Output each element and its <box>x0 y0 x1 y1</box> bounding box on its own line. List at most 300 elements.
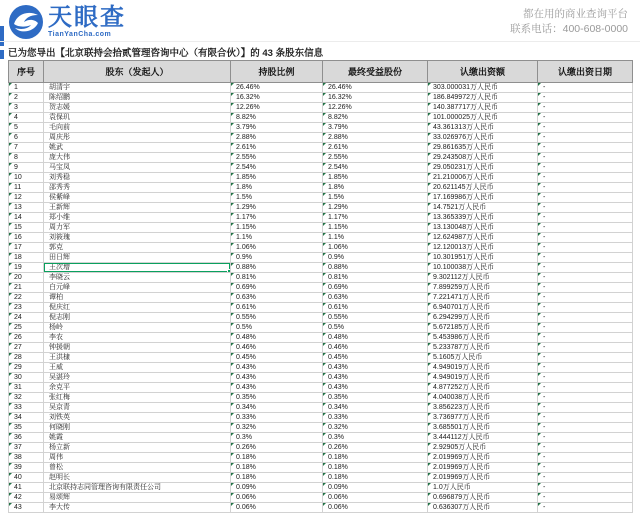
cell-index[interactable]: 24 <box>9 313 44 323</box>
selected-cell[interactable]: 王次增 <box>44 263 231 273</box>
cell-index[interactable]: 31 <box>9 383 44 393</box>
cell-ratio[interactable]: 0.5% <box>231 323 323 333</box>
text-format-indicator-icon <box>538 413 541 416</box>
cell-ratio[interactable]: 0.09% <box>231 483 323 493</box>
cell-subscribed-date[interactable]: - <box>538 213 633 223</box>
cell-subscribed-capital[interactable]: 13.365339万人民币 <box>428 213 538 223</box>
cell-shareholder[interactable]: 王新辉 <box>44 203 231 213</box>
cell-shareholder[interactable]: 北京联持志同管理咨询有限责任公司 <box>44 483 231 493</box>
cell-beneficial-share[interactable]: 0.06% <box>323 503 428 513</box>
cell-subscribed-date[interactable]: - <box>538 383 633 393</box>
cell-ratio[interactable]: 2.61% <box>231 143 323 153</box>
text-format-indicator-icon <box>323 103 326 106</box>
cell-subscribed-date[interactable]: - <box>538 473 633 483</box>
text-format-indicator-icon <box>323 393 326 396</box>
cell-ratio[interactable]: 0.9% <box>231 253 323 263</box>
text-format-indicator-icon <box>428 253 431 256</box>
cell-index[interactable]: 15 <box>9 223 44 233</box>
cell-beneficial-share[interactable]: 0.45% <box>323 353 428 363</box>
text-format-indicator-icon <box>9 323 12 326</box>
cell-ratio[interactable]: 0.33% <box>231 413 323 423</box>
cell-beneficial-share[interactable]: 0.43% <box>323 373 428 383</box>
cell-subscribed-date[interactable]: - <box>538 463 633 473</box>
cell-subscribed-capital[interactable]: 5.1605万人民币 <box>428 353 538 363</box>
cell-beneficial-share[interactable]: 0.33% <box>323 413 428 423</box>
cell-subscribed-date[interactable]: - <box>538 313 633 323</box>
cell-ratio[interactable]: 0.48% <box>231 333 323 343</box>
cell-subscribed-date[interactable]: - <box>538 143 633 153</box>
text-format-indicator-icon <box>231 433 234 436</box>
cell-index[interactable]: 14 <box>9 213 44 223</box>
cell-shareholder[interactable]: 吴湛玲 <box>44 373 231 383</box>
cell-index[interactable]: 30 <box>9 373 44 383</box>
cell-index[interactable]: 20 <box>9 273 44 283</box>
cell-subscribed-date[interactable]: - <box>538 493 633 503</box>
cell-ratio[interactable]: 2.54% <box>231 163 323 173</box>
cell-subscribed-capital[interactable]: 186.849972万人民币 <box>428 93 538 103</box>
cell-beneficial-share[interactable]: 0.26% <box>323 443 428 453</box>
cell-subscribed-capital[interactable]: 5.453986万人民币 <box>428 333 538 343</box>
cell-beneficial-share[interactable]: 2.88% <box>323 133 428 143</box>
cell-subscribed-capital[interactable]: 4.040038万人民币 <box>428 393 538 403</box>
text-format-indicator-icon <box>9 483 12 486</box>
cell-subscribed-capital[interactable]: 6.940701万人民币 <box>428 303 538 313</box>
cell-subscribed-capital[interactable]: 303.000031万人民币 <box>428 83 538 93</box>
cell-subscribed-date[interactable]: - <box>538 113 633 123</box>
cell-index[interactable]: 11 <box>9 183 44 193</box>
cell-ratio[interactable]: 0.3% <box>231 433 323 443</box>
cell-beneficial-share[interactable]: 0.18% <box>323 453 428 463</box>
cell-ratio[interactable]: 0.18% <box>231 453 323 463</box>
cell-subscribed-capital[interactable]: 21.210006万人民币 <box>428 173 538 183</box>
cell-subscribed-capital[interactable]: 43.361313万人民币 <box>428 123 538 133</box>
cell-beneficial-share[interactable]: 0.46% <box>323 343 428 353</box>
cell-subscribed-date[interactable]: - <box>538 93 633 103</box>
cell-index[interactable]: 37 <box>9 443 44 453</box>
cell-shareholder[interactable]: 李农 <box>44 333 231 343</box>
cell-index[interactable]: 21 <box>9 283 44 293</box>
cell-subscribed-date[interactable]: - <box>538 223 633 233</box>
cell-index[interactable]: 10 <box>9 173 44 183</box>
cell-beneficial-share[interactable]: 0.63% <box>323 293 428 303</box>
cell-subscribed-date[interactable]: - <box>538 353 633 363</box>
cell-subscribed-date[interactable]: - <box>538 163 633 173</box>
cell-subscribed-capital[interactable]: 29.050231万人民币 <box>428 163 538 173</box>
cell-subscribed-capital[interactable]: 29.243508万人民币 <box>428 153 538 163</box>
cell-ratio[interactable]: 1.29% <box>231 203 323 213</box>
cell-shareholder[interactable]: 周伟 <box>44 453 231 463</box>
cell-index[interactable]: 17 <box>9 243 44 253</box>
cell-beneficial-share[interactable]: 26.46% <box>323 83 428 93</box>
cell-subscribed-date[interactable]: - <box>538 393 633 403</box>
cell-ratio[interactable]: 8.82% <box>231 113 323 123</box>
cell-shareholder[interactable]: 刘铁英 <box>44 413 231 423</box>
cell-shareholder[interactable]: 马宝凤 <box>44 163 231 173</box>
cell-subscribed-capital[interactable]: 14.7521万人民币 <box>428 203 538 213</box>
cell-beneficial-share[interactable]: 0.35% <box>323 393 428 403</box>
text-format-indicator-icon <box>538 503 541 506</box>
cell-subscribed-capital[interactable]: 13.130048万人民币 <box>428 223 538 233</box>
cell-shareholder[interactable]: 曾松 <box>44 463 231 473</box>
table-row <box>9 183 633 193</box>
cell-beneficial-share[interactable]: 0.18% <box>323 463 428 473</box>
cell-beneficial-share[interactable]: 0.5% <box>323 323 428 333</box>
cell-subscribed-date[interactable]: - <box>538 363 633 373</box>
cell-subscribed-capital[interactable]: 10.100038万人民币 <box>428 263 538 273</box>
column-header-subscribed-capital: 认缴出资额 <box>428 61 538 83</box>
cell-beneficial-share[interactable]: 0.43% <box>323 363 428 373</box>
cell-beneficial-share[interactable]: 1.85% <box>323 173 428 183</box>
table-row <box>9 503 633 513</box>
cell-shareholder[interactable]: 何晓刚 <box>44 423 231 433</box>
table-row <box>9 343 633 353</box>
text-format-indicator-icon <box>323 503 326 506</box>
cell-ratio[interactable]: 0.18% <box>231 463 323 473</box>
cell-shareholder[interactable]: 田日辉 <box>44 253 231 263</box>
cell-index[interactable]: 1 <box>9 83 44 93</box>
cell-beneficial-share[interactable]: 1.8% <box>323 183 428 193</box>
cell-subscribed-date[interactable]: - <box>538 373 633 383</box>
cell-index[interactable]: 4 <box>9 113 44 123</box>
cell-subscribed-capital[interactable]: 7.221471万人民币 <box>428 293 538 303</box>
cell-ratio[interactable]: 0.06% <box>231 503 323 513</box>
cell-ratio[interactable]: 1.1% <box>231 233 323 243</box>
cell-beneficial-share[interactable]: 1.15% <box>323 223 428 233</box>
cell-ratio[interactable]: 1.15% <box>231 223 323 233</box>
cell-subscribed-date[interactable]: - <box>538 483 633 493</box>
cell-ratio[interactable]: 0.69% <box>231 283 323 293</box>
cell-subscribed-capital[interactable]: 6.294299万人民币 <box>428 313 538 323</box>
cell-shareholder[interactable]: 赵明长 <box>44 473 231 483</box>
cell-beneficial-share[interactable]: 0.32% <box>323 423 428 433</box>
cell-shareholder[interactable]: 周庆彤 <box>44 133 231 143</box>
cell-subscribed-capital[interactable]: 3.856223万人民币 <box>428 403 538 413</box>
cell-index[interactable]: 41 <box>9 483 44 493</box>
cell-ratio[interactable]: 0.63% <box>231 293 323 303</box>
cell-subscribed-date[interactable]: - <box>538 103 633 113</box>
cell-subscribed-capital[interactable]: 5.233787万人民币 <box>428 343 538 353</box>
cell-subscribed-date[interactable]: - <box>538 273 633 283</box>
text-format-indicator-icon <box>538 143 541 146</box>
table-row <box>9 453 633 463</box>
cell-beneficial-share[interactable]: 1.1% <box>323 233 428 243</box>
cell-ratio[interactable]: 1.5% <box>231 193 323 203</box>
text-format-indicator-icon <box>323 343 326 346</box>
shareholder-table-body <box>9 83 633 513</box>
cell-index[interactable]: 2 <box>9 93 44 103</box>
cell-shareholder[interactable]: 李晓云 <box>44 273 231 283</box>
cell-subscribed-capital[interactable]: 3.685501万人民币 <box>428 423 538 433</box>
cell-shareholder[interactable]: 倪庆红 <box>44 303 231 313</box>
text-format-indicator-icon <box>323 283 326 286</box>
text-format-indicator-icon <box>9 193 12 196</box>
cell-shareholder[interactable]: 余克平 <box>44 383 231 393</box>
cell-subscribed-date[interactable]: - <box>538 133 633 143</box>
cell-subscribed-capital[interactable]: 3.444112万人民币 <box>428 433 538 443</box>
cell-index[interactable]: 13 <box>9 203 44 213</box>
cell-subscribed-date[interactable]: - <box>538 343 633 353</box>
cell-subscribed-capital[interactable]: 1.0万人民币 <box>428 483 538 493</box>
cell-beneficial-share[interactable]: 16.32% <box>323 93 428 103</box>
cell-ratio[interactable]: 12.26% <box>231 103 323 113</box>
cell-subscribed-capital[interactable]: 4.949019万人民币 <box>428 363 538 373</box>
cell-subscribed-date[interactable]: - <box>538 503 633 513</box>
cell-ratio[interactable]: 0.46% <box>231 343 323 353</box>
cell-index[interactable]: 36 <box>9 433 44 443</box>
cell-subscribed-date[interactable]: - <box>538 323 633 333</box>
cell-beneficial-share[interactable]: 2.55% <box>323 153 428 163</box>
cell-subscribed-capital[interactable]: 5.672185万人民币 <box>428 323 538 333</box>
cell-subscribed-capital[interactable]: 2.92905万人民币 <box>428 443 538 453</box>
cell-index[interactable]: 3 <box>9 103 44 113</box>
cell-shareholder[interactable]: 姚武 <box>44 143 231 153</box>
cell-subscribed-date[interactable]: - <box>538 283 633 293</box>
cell-subscribed-date[interactable]: - <box>538 293 633 303</box>
cell-ratio[interactable]: 0.43% <box>231 363 323 373</box>
text-format-indicator-icon <box>538 293 541 296</box>
cell-subscribed-date[interactable]: - <box>538 403 633 413</box>
cell-index[interactable]: 28 <box>9 353 44 363</box>
column-header-ratio: 持股比例 <box>231 61 323 83</box>
text-format-indicator-icon <box>538 333 541 336</box>
cell-index[interactable]: 34 <box>9 413 44 423</box>
cell-beneficial-share[interactable]: 0.81% <box>323 273 428 283</box>
cell-subscribed-capital[interactable]: 12.624987万人民币 <box>428 233 538 243</box>
cell-index[interactable]: 32 <box>9 393 44 403</box>
cell-ratio[interactable]: 0.55% <box>231 313 323 323</box>
cell-subscribed-date[interactable]: - <box>538 263 633 273</box>
cell-ratio[interactable]: 0.18% <box>231 473 323 483</box>
cell-shareholder[interactable]: 吴京青 <box>44 403 231 413</box>
cell-beneficial-share[interactable]: 0.09% <box>323 483 428 493</box>
cell-subscribed-capital[interactable]: 4.877252万人民币 <box>428 383 538 393</box>
table-row <box>9 363 633 373</box>
cell-beneficial-share[interactable]: 1.5% <box>323 193 428 203</box>
cell-subscribed-capital[interactable]: 12.120013万人民币 <box>428 243 538 253</box>
cell-ratio[interactable]: 0.43% <box>231 383 323 393</box>
cell-index[interactable]: 43 <box>9 503 44 513</box>
cell-index[interactable]: 5 <box>9 123 44 133</box>
text-format-indicator-icon <box>428 183 431 186</box>
cell-shareholder[interactable]: 胡清宇 <box>44 83 231 93</box>
text-format-indicator-icon <box>428 303 431 306</box>
cell-shareholder[interactable]: 白元峰 <box>44 283 231 293</box>
cell-subscribed-capital[interactable]: 0.696879万人民币 <box>428 493 538 503</box>
cell-beneficial-share[interactable]: 1.06% <box>323 243 428 253</box>
cell-index[interactable]: 16 <box>9 233 44 243</box>
cell-beneficial-share[interactable]: 8.82% <box>323 113 428 123</box>
cell-beneficial-share[interactable]: 0.69% <box>323 283 428 293</box>
cell-shareholder[interactable]: 陈绍鹏 <box>44 93 231 103</box>
cell-subscribed-date[interactable]: - <box>538 253 633 263</box>
column-header-subscribed-date: 认缴出资日期 <box>538 61 633 83</box>
cell-beneficial-share[interactable]: 0.18% <box>323 473 428 483</box>
text-format-indicator-icon <box>323 203 326 206</box>
cell-ratio[interactable]: 2.88% <box>231 133 323 143</box>
cell-beneficial-share[interactable]: 1.29% <box>323 203 428 213</box>
cell-index[interactable]: 9 <box>9 163 44 173</box>
cell-ratio[interactable]: 1.17% <box>231 213 323 223</box>
text-format-indicator-icon <box>538 313 541 316</box>
cell-subscribed-capital[interactable]: 101.000025万人民币 <box>428 113 538 123</box>
cell-subscribed-date[interactable]: - <box>538 173 633 183</box>
text-format-indicator-icon <box>428 173 431 176</box>
cell-ratio[interactable]: 0.26% <box>231 443 323 453</box>
cell-shareholder[interactable]: 郑小维 <box>44 213 231 223</box>
cell-subscribed-date[interactable]: - <box>538 83 633 93</box>
text-format-indicator-icon <box>323 273 326 276</box>
cell-beneficial-share[interactable]: 0.06% <box>323 493 428 503</box>
cell-subscribed-date[interactable]: - <box>538 433 633 443</box>
cell-subscribed-date[interactable]: - <box>538 123 633 133</box>
cell-ratio[interactable]: 2.55% <box>231 153 323 163</box>
text-format-indicator-icon <box>538 273 541 276</box>
cell-index[interactable]: 26 <box>9 333 44 343</box>
cell-beneficial-share[interactable]: 0.9% <box>323 253 428 263</box>
cell-index[interactable]: 38 <box>9 453 44 463</box>
cell-ratio[interactable]: 3.79% <box>231 123 323 133</box>
text-format-indicator-icon <box>428 243 431 246</box>
cell-index[interactable]: 25 <box>9 323 44 333</box>
cell-subscribed-date[interactable]: - <box>538 413 633 423</box>
cell-beneficial-share[interactable]: 2.61% <box>323 143 428 153</box>
cell-beneficial-share[interactable]: 3.79% <box>323 123 428 133</box>
cell-subscribed-capital[interactable]: 2.019969万人民币 <box>428 463 538 473</box>
cell-beneficial-share[interactable]: 0.88% <box>323 263 428 273</box>
cell-index[interactable]: 27 <box>9 343 44 353</box>
cell-shareholder[interactable]: 贺志媛 <box>44 103 231 113</box>
cell-subscribed-capital[interactable]: 33.026976万人民币 <box>428 133 538 143</box>
cell-subscribed-date[interactable]: - <box>538 193 633 203</box>
text-format-indicator-icon <box>428 273 431 276</box>
text-format-indicator-icon <box>231 253 234 256</box>
cell-shareholder[interactable]: 庞大伟 <box>44 153 231 163</box>
cell-index[interactable]: 29 <box>9 363 44 373</box>
cell-subscribed-capital[interactable]: 140.387717万人民币 <box>428 103 538 113</box>
cell-index[interactable]: 6 <box>9 133 44 143</box>
cell-ratio[interactable]: 0.34% <box>231 403 323 413</box>
cell-subscribed-date[interactable]: - <box>538 333 633 343</box>
cell-ratio[interactable]: 26.46% <box>231 83 323 93</box>
cell-ratio[interactable]: 0.32% <box>231 423 323 433</box>
cell-ratio[interactable]: 0.81% <box>231 273 323 283</box>
cell-subscribed-capital[interactable]: 2.019969万人民币 <box>428 473 538 483</box>
cell-ratio[interactable]: 0.88% <box>231 263 323 273</box>
cell-subscribed-date[interactable]: - <box>538 453 633 463</box>
cell-shareholder[interactable]: 周力军 <box>44 223 231 233</box>
cell-ratio[interactable]: 16.32% <box>231 93 323 103</box>
cell-ratio[interactable]: 0.35% <box>231 393 323 403</box>
cell-shareholder[interactable]: 袁保玑 <box>44 113 231 123</box>
text-format-indicator-icon <box>9 363 12 366</box>
cell-shareholder[interactable]: 刘秀稳 <box>44 173 231 183</box>
cell-shareholder[interactable]: 姚霞 <box>44 433 231 443</box>
cell-ratio[interactable]: 0.61% <box>231 303 323 313</box>
text-format-indicator-icon <box>428 133 431 136</box>
cell-beneficial-share[interactable]: 0.61% <box>323 303 428 313</box>
cell-subscribed-date[interactable]: - <box>538 303 633 313</box>
text-format-indicator-icon <box>9 243 12 246</box>
cell-beneficial-share[interactable]: 0.3% <box>323 433 428 443</box>
cell-index[interactable]: 22 <box>9 293 44 303</box>
cell-shareholder[interactable]: 倪志刚 <box>44 313 231 323</box>
cell-beneficial-share[interactable]: 0.43% <box>323 383 428 393</box>
text-format-indicator-icon <box>231 393 234 396</box>
cell-shareholder[interactable]: 易颂辉 <box>44 493 231 503</box>
cell-subscribed-date[interactable]: - <box>538 183 633 193</box>
cell-beneficial-share[interactable]: 2.54% <box>323 163 428 173</box>
cell-subscribed-date[interactable]: - <box>538 153 633 163</box>
cell-beneficial-share[interactable]: 0.48% <box>323 333 428 343</box>
cell-beneficial-share[interactable]: 1.17% <box>323 213 428 223</box>
cell-subscribed-capital[interactable]: 7.899259万人民币 <box>428 283 538 293</box>
cell-subscribed-date[interactable]: - <box>538 423 633 433</box>
cell-ratio[interactable]: 0.06% <box>231 493 323 503</box>
cell-subscribed-capital[interactable]: 29.861635万人民币 <box>428 143 538 153</box>
cell-shareholder[interactable]: 毛向前 <box>44 123 231 133</box>
cell-ratio[interactable]: 0.45% <box>231 353 323 363</box>
cell-index[interactable]: 23 <box>9 303 44 313</box>
cell-subscribed-capital[interactable]: 17.169986万人民币 <box>428 193 538 203</box>
cell-index[interactable]: 33 <box>9 403 44 413</box>
cell-shareholder[interactable]: 李大传 <box>44 503 231 513</box>
cell-shareholder[interactable]: 钟援朝 <box>44 343 231 353</box>
cell-index[interactable]: 7 <box>9 143 44 153</box>
text-format-indicator-icon <box>323 463 326 466</box>
cell-shareholder[interactable]: 杨岭 <box>44 323 231 333</box>
cell-shareholder[interactable]: 王威 <box>44 363 231 373</box>
cell-shareholder[interactable]: 杨立新 <box>44 443 231 453</box>
text-format-indicator-icon <box>538 433 541 436</box>
cell-subscribed-capital[interactable]: 20.621145万人民币 <box>428 183 538 193</box>
cell-shareholder[interactable]: 张红梅 <box>44 393 231 403</box>
table-row <box>9 313 633 323</box>
cell-ratio[interactable]: 1.06% <box>231 243 323 253</box>
cell-index[interactable]: 19 <box>9 263 44 273</box>
cell-subscribed-date[interactable]: - <box>538 443 633 453</box>
cell-subscribed-date[interactable]: - <box>538 233 633 243</box>
cell-index[interactable]: 18 <box>9 253 44 263</box>
cell-subscribed-date[interactable]: - <box>538 203 633 213</box>
cell-beneficial-share[interactable]: 0.55% <box>323 313 428 323</box>
cell-subscribed-capital[interactable]: 10.301951万人民币 <box>428 253 538 263</box>
cell-ratio[interactable]: 0.43% <box>231 373 323 383</box>
cell-subscribed-capital[interactable]: 9.302112万人民币 <box>428 273 538 283</box>
cell-index[interactable]: 12 <box>9 193 44 203</box>
cell-shareholder[interactable]: 邵秀秀 <box>44 183 231 193</box>
cell-index[interactable]: 40 <box>9 473 44 483</box>
cell-ratio[interactable]: 1.8% <box>231 183 323 193</box>
cell-index[interactable]: 42 <box>9 493 44 503</box>
cell-subscribed-capital[interactable]: 2.019969万人民币 <box>428 453 538 463</box>
cell-index[interactable]: 35 <box>9 423 44 433</box>
cell-subscribed-capital[interactable]: 4.949019万人民币 <box>428 373 538 383</box>
cell-shareholder[interactable]: 刘筱瑰 <box>44 233 231 243</box>
cell-index[interactable]: 39 <box>9 463 44 473</box>
cell-subscribed-capital[interactable]: 3.736977万人民币 <box>428 413 538 423</box>
cell-beneficial-share[interactable]: 0.34% <box>323 403 428 413</box>
cell-index[interactable]: 8 <box>9 153 44 163</box>
text-format-indicator-icon <box>9 503 12 506</box>
cell-shareholder[interactable]: 侯紫峰 <box>44 193 231 203</box>
cell-shareholder[interactable]: 谭柏 <box>44 293 231 303</box>
cell-subscribed-capital[interactable]: 0.636307万人民币 <box>428 503 538 513</box>
cell-shareholder[interactable]: 王洪棣 <box>44 353 231 363</box>
cell-shareholder[interactable]: 郭克 <box>44 243 231 253</box>
cell-beneficial-share[interactable]: 12.26% <box>323 103 428 113</box>
cell-subscribed-date[interactable]: - <box>538 243 633 253</box>
cell-ratio[interactable]: 1.85% <box>231 173 323 183</box>
